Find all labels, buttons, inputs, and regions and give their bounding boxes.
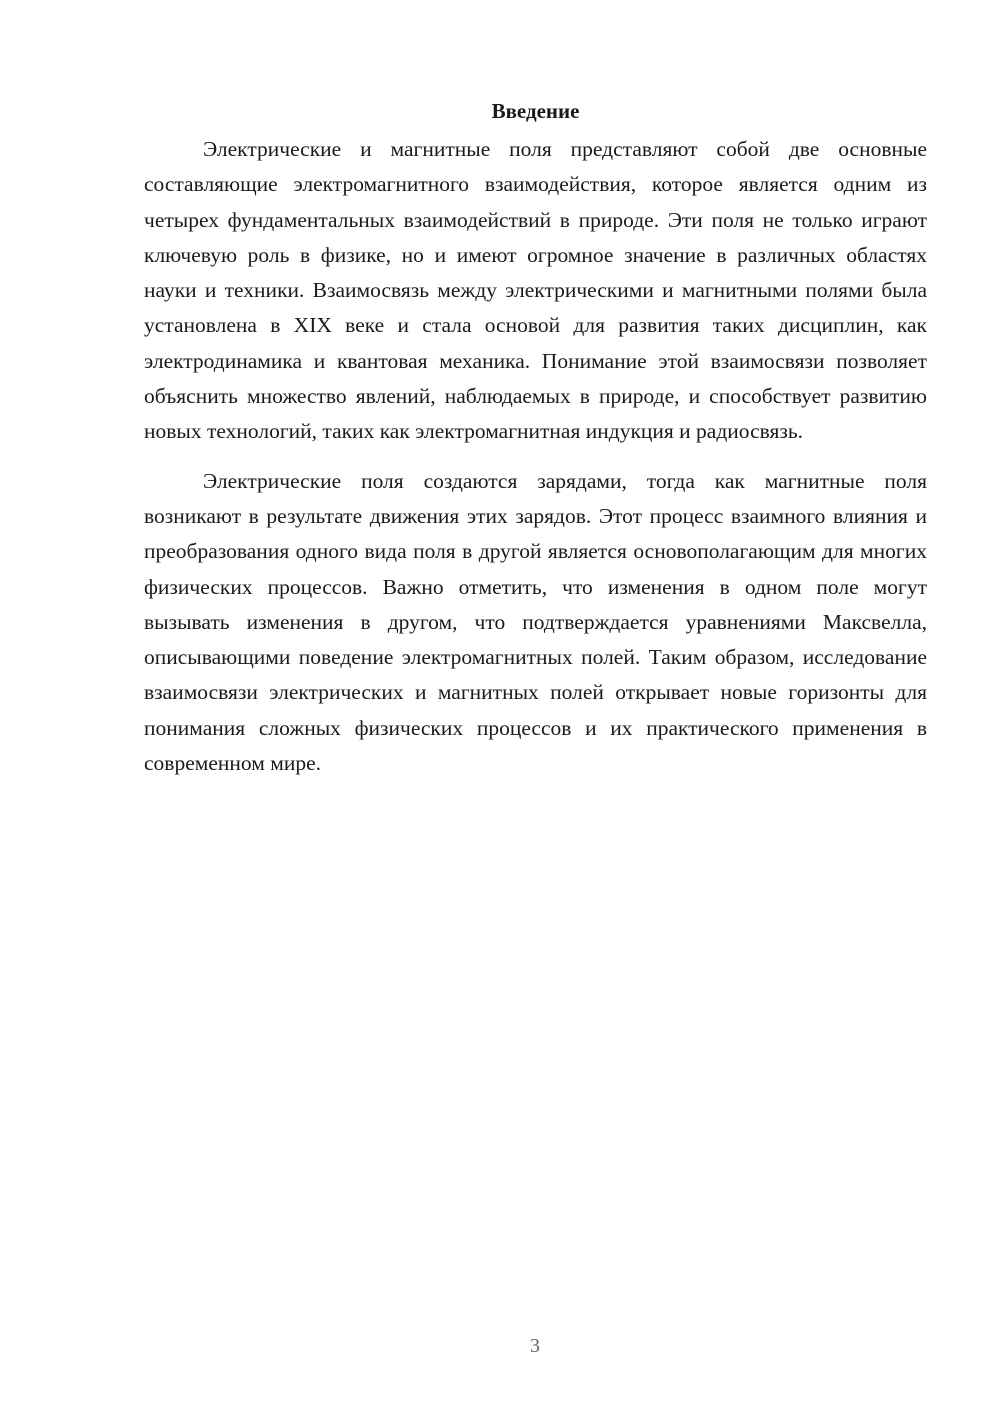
page-content — [144, 96, 927, 781]
page-number: 3 — [530, 1335, 540, 1357]
paragraph-1: Электрические и магнитные поля представляют собой две основные составляющие электромагнитного взаимодействия, которое является одним из четырех фундаментальных взаимодействий в природе. Эти поля не только играют ключевую роль в физике, но и имеют огромное значение в различных областях науки и техники. Взаимосвязь между электрическими и магнитными полями была установлена в XIX веке и стала основой для развития таких дисциплин, как электродинамика и квантовая механика. Понимание этой взаимосвязи позволяет объяснить множество явлений, наблюдаемых в природе, и способствует развитию новых технологий, таких как электромагнитная индукция и радиосвязь. — [144, 137, 927, 444]
paragraph-2: Электрические поля создаются зарядами, тогда как магнитные поля возникают в результате движения этих зарядов. Этот процесс взаимного влияния и преобразования одного вида поля в другой является основополагающим для многих физических процессов. Важно отметить, что изменения в одном поле могут вызывать изменения в другом, что подтверждается уравнениями Максвелла, описывающими поведение электромагнитных полей. Таким образом, исследование взаимосвязи электрических и магнитных полей открывает новые горизонты для понимания сложных физических процессов и их практического применения в современном мире. — [144, 468, 927, 776]
section-heading: Введение — [491, 99, 580, 123]
